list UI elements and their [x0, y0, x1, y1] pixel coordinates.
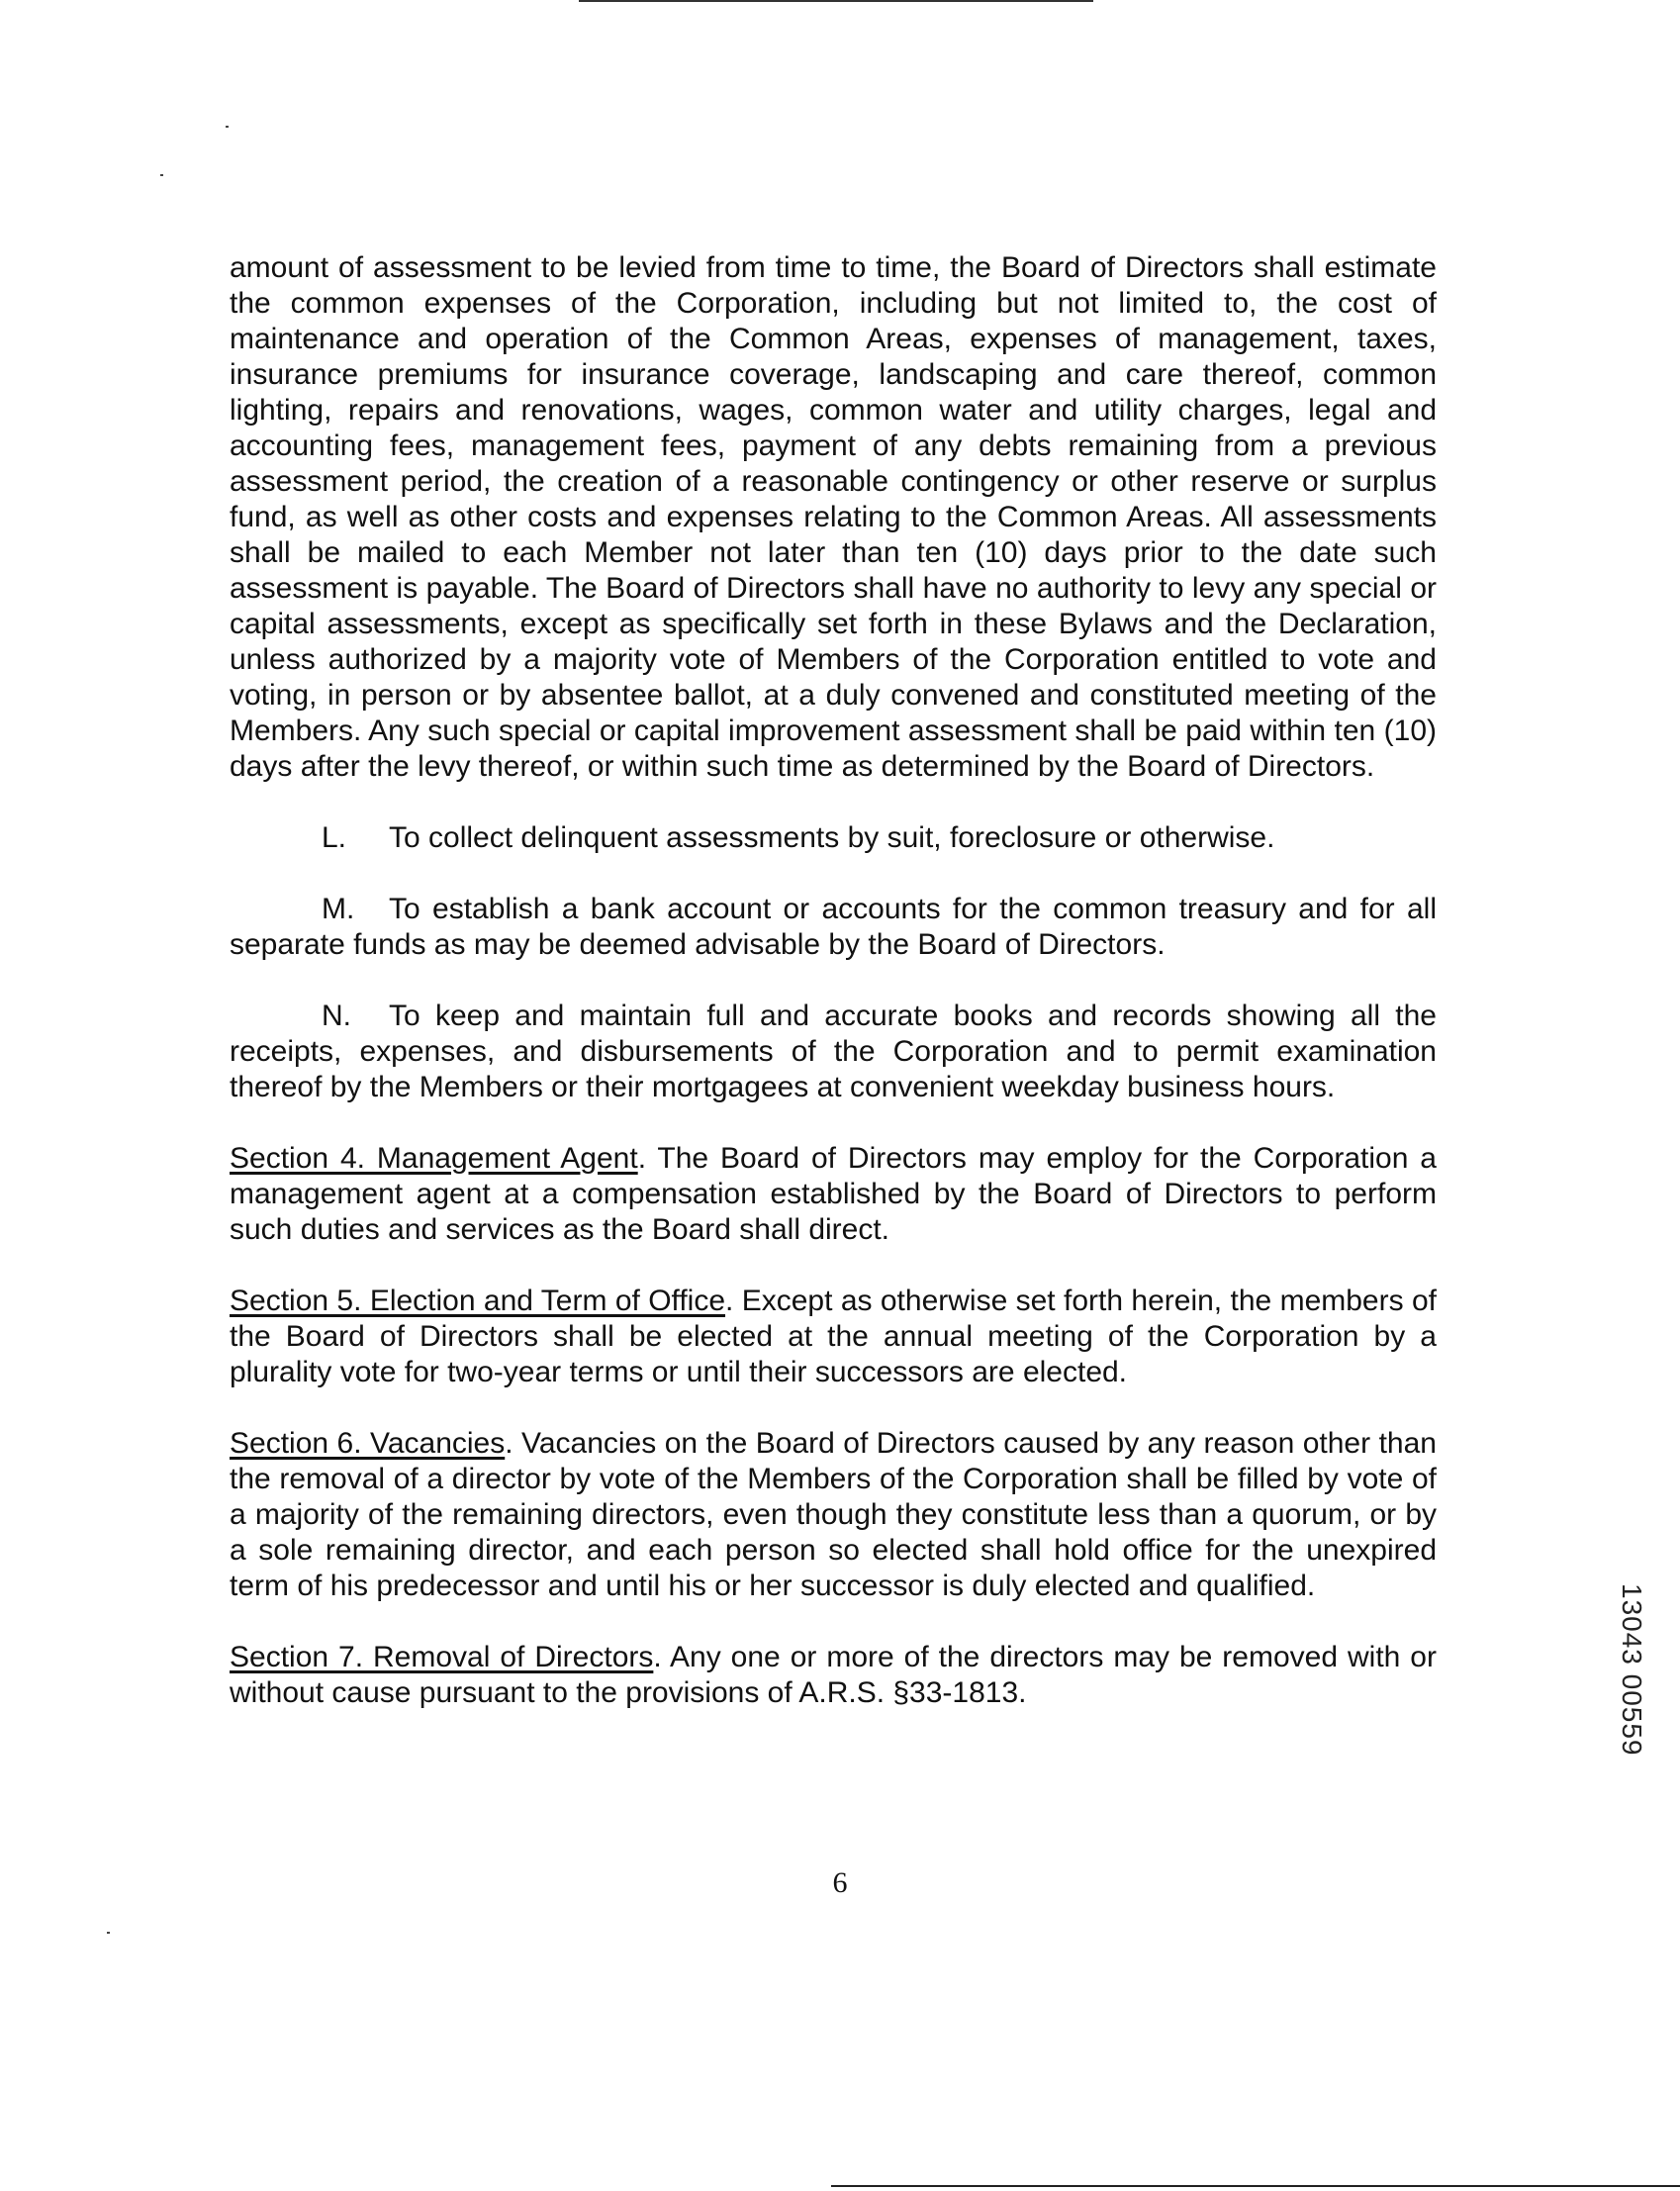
list-item-n — [230, 999, 1437, 1105]
document-body — [230, 250, 1437, 1747]
section-text: . The Board of Directors may employ for the Corporation a management agent at a compensation established by the Board of Directors to perform such duties and services as the Board shall direct. — [230, 1142, 1437, 1246]
section-6 — [230, 1426, 1437, 1604]
section-text: . Except as otherwise set forth herein, the members of the Board of Directors shall be elected at the annual meeting of the Corporation by a plurality vote for two-year terms or until their successors are elected. — [230, 1285, 1437, 1388]
section-text: . Vacancies on the Board of Directors caused by any reason other than the removal of a director by vote of the Members of the Corporation shall be filled by vote of a majority of the remaining directors, even though they constitute less than a quorum, or by a sole remaining director, and each person so elected shall hold office for the unexpired term of his predecessor and until his or her successor is duly elected and qualified. — [230, 1427, 1437, 1602]
item-letter: M. — [322, 893, 355, 925]
item-text: To keep and maintain full and accurate books and records showing all the receipts, expenses, and disbursements of the Corporation and to permit examination thereof by the Members or their mortgagees at convenient weekday business hours. — [230, 1000, 1437, 1103]
item-letter: L. — [322, 821, 347, 854]
section-4 — [230, 1141, 1437, 1248]
scan-speck — [160, 174, 163, 176]
continued-paragraph: amount of assessment to be levied from time to time, the Board of Directors shall estimate the common expenses of the Corporation, including but not limited to, the cost of maintenance and operation of the Common Areas, expenses of management, taxes, insurance premiums for insurance coverage, landscaping and care thereof, common lighting, repairs and renovations, wages, common water and utility charges, legal and accounting fees, management fees, payment of any debts remaining from a previous assessment period, the creation of a reasonable contingency or other reserve or surplus fund, as well as other costs and expenses relating to the Common Areas. All assessments shall be mailed to each Member not later than ten (10) days prior to the date such assessment is payable. The Board of Directors shall have no authority to levy any special or capital assessments, except as specifically set forth in these Bylaws and the Declaration, unless authorized by a majority vote of Members of the Corporation entitled to vote and voting, in person or by absentee ballot, at a duly convened and constituted meeting of the Members. Any such special or capital improvement assessment shall be paid within ten (10) days after the levy thereof, or within such time as determined by the Board of Directors. — [230, 251, 1437, 783]
item-text: To collect delinquent assessments by suit, foreclosure or otherwise. — [389, 821, 1275, 854]
item-letter: N. — [322, 1000, 351, 1032]
item-text: To establish a bank account or accounts for the common treasury and for all separate funds as may be deemed advisable by the Board of Directors. — [230, 893, 1437, 961]
list-item-l — [230, 820, 1437, 856]
section-7 — [230, 1640, 1437, 1711]
section-heading: Section 4. Management Agent — [230, 1142, 638, 1175]
page-edge-bottom — [831, 2185, 1680, 2190]
scan-speck — [226, 126, 229, 128]
margin-stamp — [1608, 1583, 1655, 1880]
section-heading: Section 7. Removal of Directors — [230, 1641, 654, 1673]
margin-stamp-text: 13043 00559 — [1617, 1583, 1647, 1757]
section-text: . Any one or more of the directors may be removed with or without cause pursuant to the provisions of A.R.S. §33-1813. — [230, 1641, 1437, 1709]
page-edge-top — [579, 0, 1093, 5]
list-item-m — [230, 892, 1437, 963]
section-5 — [230, 1284, 1437, 1390]
section-heading: Section 6. Vacancies — [230, 1427, 506, 1460]
scan-speck — [107, 1932, 110, 1934]
page-number: 6 — [832, 1866, 848, 1899]
section-heading: Section 5. Election and Term of Office — [230, 1285, 726, 1317]
